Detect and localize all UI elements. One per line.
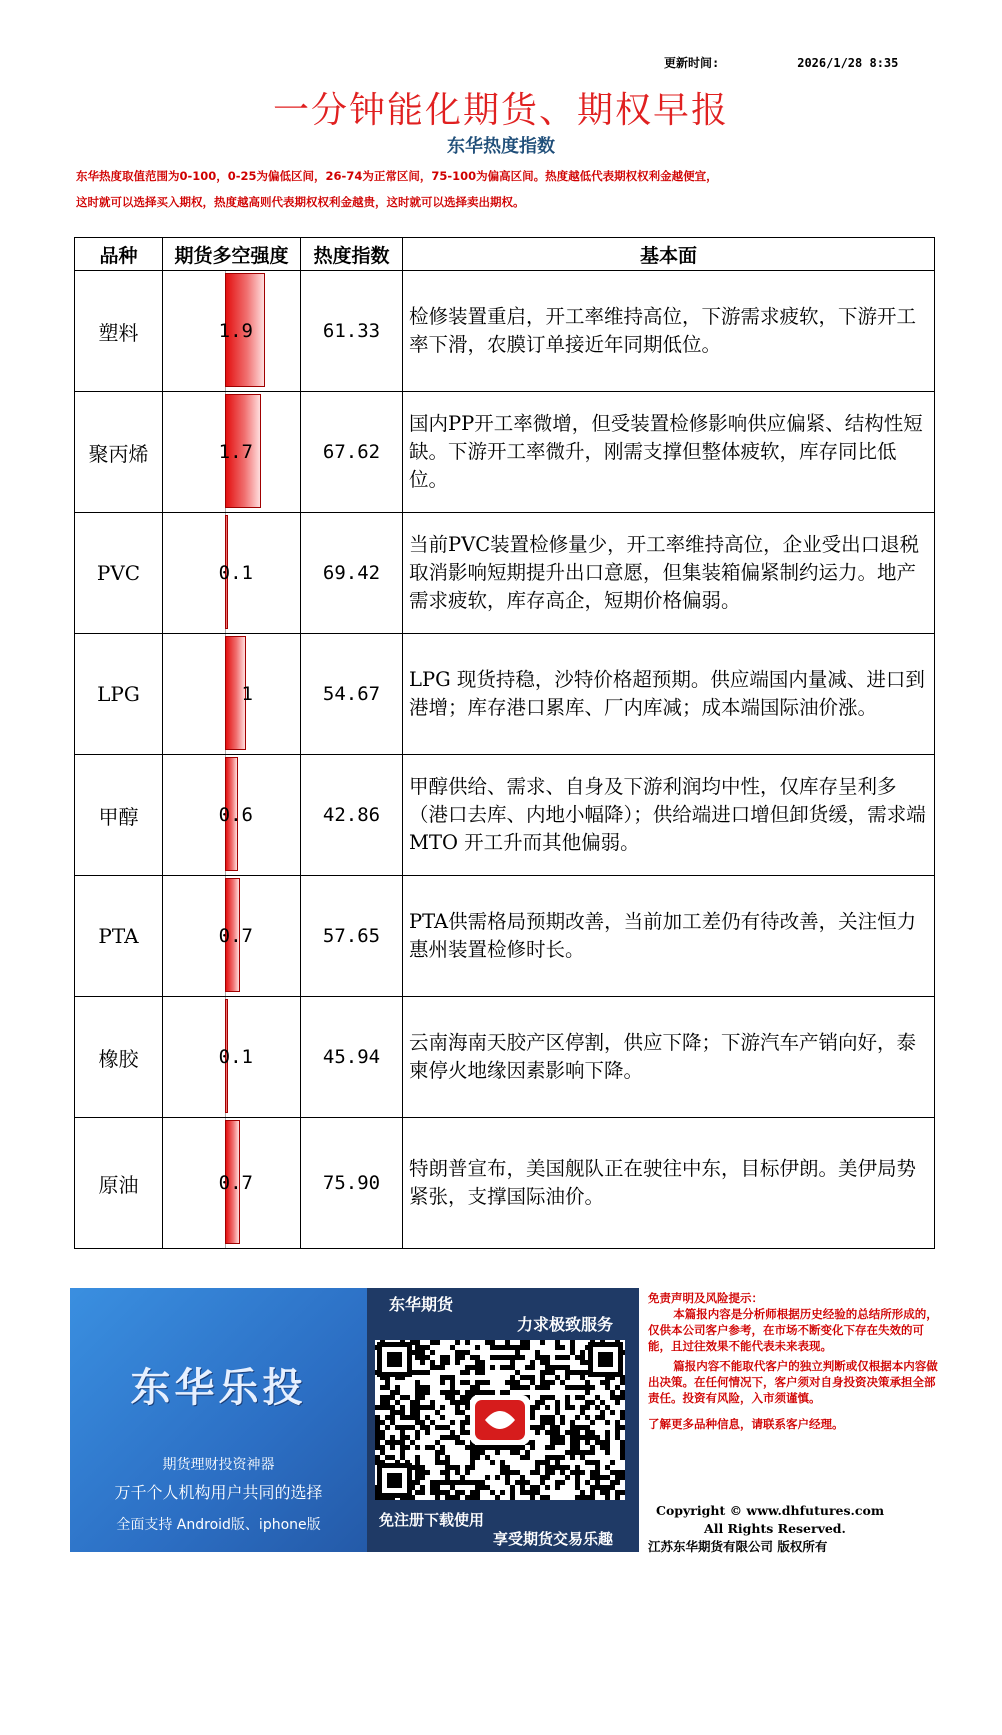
fundamentals-text: 当前PVC装置检修量少，开工率维持高位，企业受出口退税取消影响短期提升出口意愿，但集装箱偏紧制约运力。地产需求疲软，库存高企，短期价格偏弱。 [403,513,935,634]
heat-index-value: 45.94 [301,997,403,1118]
variety-name: 甲醇 [75,755,163,876]
copyright-line-2: All Rights Reserved. [704,1521,846,1536]
heat-index-value: 61.33 [301,271,403,392]
table-row [75,755,935,876]
qr-top-line-1: 东华期货 [389,1295,454,1314]
qr-top-line-2: 力求极致服务 [516,1315,613,1334]
table-row [75,271,935,392]
fundamentals-text: 甲醇供给、需求、自身及下游利润均中性，仅库存呈利多（港口去库、内地小幅降）；供给端进口增但卸货缓，需求端 MTO 开工升而其他偏弱。 [403,755,935,876]
strength-cell [163,634,301,755]
header-variety: 品种 [75,238,163,271]
header-heat: 热度指数 [301,238,403,271]
heat-index-value: 75.90 [301,1118,403,1249]
disclaimer-more: 了解更多品种信息，请联系客户经理。 [648,1417,844,1431]
strength-value: 1.9 [218,320,253,342]
table-row [75,876,935,997]
note-line-1: 东华热度取值范围为0-100，0-25为偏低区间，26-74为正常区间，75-100为偏高区间。热度越低代表期权权利金越便宜， [76,169,718,183]
update-value: 2026/1/28 8:35 [797,56,899,70]
copyright [648,1502,948,1556]
strength-value: 0.1 [218,562,253,584]
header-fundamentals: 基本面 [403,238,935,271]
fundamentals-text: 云南海南天胶产区停割，供应下降；下游汽车产销向好，泰柬停火地缘因素影响下降。 [403,997,935,1118]
fundamentals-text: PTA供需格局预期改善，当前加工差仍有待改善，关注恒力惠州装置检修时长。 [403,876,935,997]
disclaimer [648,1290,938,1432]
promo-line-2: 万千个人机构用户共同的选择 [114,1483,323,1502]
strength-value: 1.7 [218,441,253,463]
promo-brand: 东华乐投 [130,1365,307,1411]
promo-line-3: 全面支持 Android版、iphone版 [116,1517,321,1533]
fundamentals-text: 特朗普宣布，美国舰队正在驶往中东，目标伊朗。美伊局势紧张，支撑国际油价。 [403,1118,935,1249]
fundamentals-text: 国内PP开工率微增，但受装置检修影响供应偏紧、结构性短缺。下游开工率微升，刚需支撑但整体疲软，库存同比低位。 [403,392,935,513]
update-label: 更新时间: [664,56,720,70]
strength-cell [163,876,301,997]
strength-cell [163,271,301,392]
update-time [664,54,964,71]
heat-index-value: 42.86 [301,755,403,876]
table-row [75,634,935,755]
strength-value: 0.7 [218,925,253,947]
strength-value: 0.6 [218,804,253,826]
strength-value: 0.7 [218,1172,253,1194]
promo-line-1: 期货理财投资神器 [162,1457,275,1473]
note-line-2: 这时就可以选择买入期权，热度越高则代表期权权利金越贵，这时就可以选择卖出期权。 [76,195,525,209]
strength-cell [163,997,301,1118]
heat-index-value: 69.42 [301,513,403,634]
table-header-row [75,238,935,271]
qr-bottom-line-2: 享受期货交易乐趣 [492,1530,613,1548]
variety-name: PTA [75,876,163,997]
strength-value: 0.1 [218,1046,253,1068]
copyright-line-1: Copyright © www.dhfutures.com [656,1503,885,1518]
disclaimer-title: 免责声明及风险提示： [648,1291,763,1305]
page-title: 一分钟能化期货、期权早报 [272,90,729,131]
qr-panel [367,1288,639,1552]
qr-bottom-line-1: 免注册下载使用 [379,1511,485,1529]
page-subtitle: 东华热度指数 [447,136,555,157]
fundamentals-text: 检修装置重启，开工率维持高位，下游需求疲软，下游开工率下滑，农膜订单接近年同期低位。 [403,271,935,392]
heat-index-value: 67.62 [301,392,403,513]
heat-index-table [74,237,935,1249]
variety-name: 原油 [75,1118,163,1249]
variety-name: PVC [75,513,163,634]
heat-index-value: 57.65 [301,876,403,997]
variety-name: 塑料 [75,271,163,392]
table-row [75,1118,935,1249]
table-row [75,392,935,513]
qr-code-icon[interactable] [375,1340,625,1500]
heat-index-value: 54.67 [301,634,403,755]
table-row [75,997,935,1118]
strength-value: 1 [241,683,253,705]
disclaimer-para-1: 本篇报内容是分析师根据历史经验的总结所形成的，仅供本公司客户参考，在市场不断变化下存在失效的可能，且过往效果不能代表未来表现。 [648,1307,938,1353]
disclaimer-para-2: 篇报内容不能取代客户的独立判断或仅根据本内容做出决策。在任何情况下，客户须对自身投资决策承担全部责任。投资有风险，入市须谨慎。 [648,1359,938,1405]
header-strength: 期货多空强度 [163,238,301,271]
copyright-line-3: 江苏东华期货有限公司 版权所有 [648,1539,828,1554]
strength-cell [163,392,301,513]
fundamentals-text: LPG 现货持稳，沙特价格超预期。供应端国内量减、进口到港增；库存港口累库、厂内库减；成本端国际油价涨。 [403,634,935,755]
app-promo-banner[interactable] [70,1288,367,1552]
table-row [75,513,935,634]
strength-cell [163,755,301,876]
variety-name: LPG [75,634,163,755]
variety-name: 橡胶 [75,997,163,1118]
strength-cell [163,513,301,634]
strength-cell [163,1118,301,1249]
variety-name: 聚丙烯 [75,392,163,513]
